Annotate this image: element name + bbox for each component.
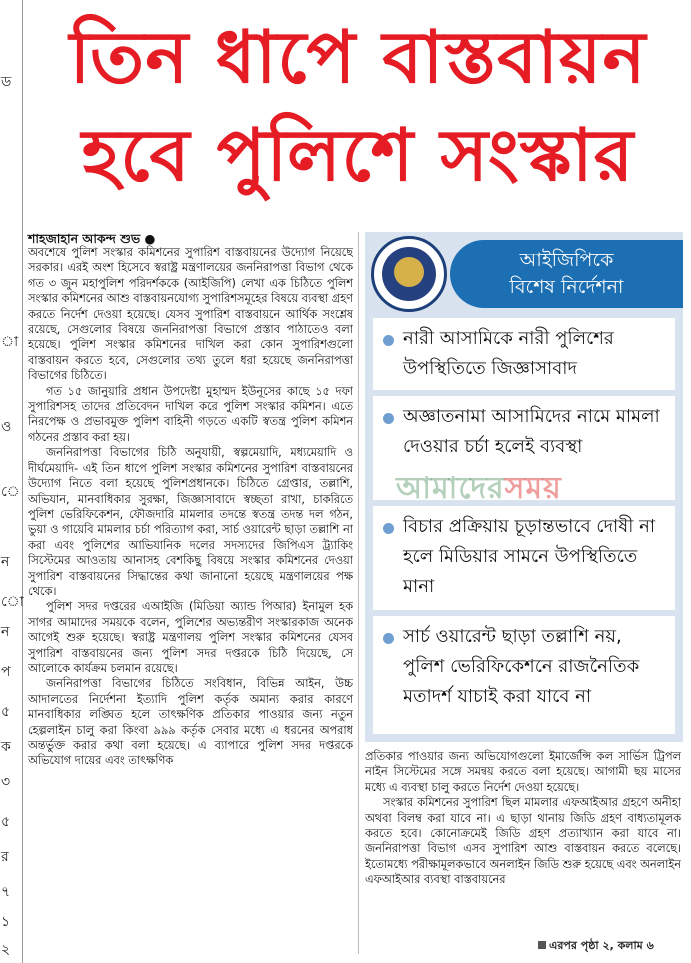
directive-text: নারী আসামিকে নারী পুলিশের উপস্থিতিতে জিজ্ঞাসাবাদ: [403, 328, 614, 379]
strip-fragment: ১: [1, 914, 11, 930]
headline-line-1: তিন ধাপে বাস্তবায়ন: [69, 15, 647, 99]
strip-fragment: ২: [1, 942, 11, 958]
paragraph: জননিরাপত্তা বিভাগের চিঠিতে সংবিধান, বিভিন্ন আইন, উচ্চ আদালতের নির্দেশনা ইত্যাদি পুলিশ কর্তৃক অমান্য করার কারণে মানবাধিকার লঙ্ঘিত হলে তাৎক্ষণিক প্রতিকার পাওয়ার জন্য নতুন হেল্পলাইন চালু করা কিংবা ৯৯৯ কর্তৃক সেবার মধ্যে এ ধরনের অপরাধ অন্তর্ভুক্ত করার কথা বলা হয়েছে। এ ব্যাপারে পুলিশ সদর দপ্তরকে অভিযোগ দায়ের এবং তাৎক্ষণিক: [28, 677, 353, 768]
strip-fragment: ৫: [1, 704, 11, 720]
strip-fragment: র: [1, 849, 9, 865]
strip-fragment: ন: [1, 554, 10, 570]
strip-fragment: ও: [1, 419, 12, 435]
continued-note: [538, 937, 654, 956]
square-icon: [538, 941, 546, 949]
strip-fragment: প: [1, 664, 11, 680]
box-header-line-1: আইজিপিকে: [519, 249, 614, 271]
strip-fragment: ো: [1, 594, 24, 610]
strip-fragment: ক: [1, 739, 11, 755]
watermark: [396, 464, 562, 515]
headline-line-2: হবে পুলিশে সংস্কার: [81, 113, 635, 197]
paragraph: সংস্কার কমিশনের সুপারিশ ছিল মামলার এফআইআর গ্রহণে অনীহা অথবা বিলম্ব করা যাবে না। এ ছাড়া থানায় জিডি গ্রহণ বাধ্যতামূলক করতে হবে। কোনোক্রমেই জিডি গ্রহণ প্রত্যাখ্যান করা যাবে না। জননিরাপত্তা বিভাগ এসব সুপারিশ আশু বাস্তবায়ন করতে বলেছে। ইতোমধ্যে পরীক্ষামূলকভাবে অনলাইন জিডি শুরু হয়েছে এবং অনলাইন এফআইআর ব্যবস্থা বাস্তবায়নের: [365, 796, 681, 887]
strip-fragment: ৭: [1, 884, 11, 900]
paragraph: পুলিশ সদর দপ্তরের এআইজি (মিডিয়া অ্যান্ড পিআর) ইনামুল হক সাগর আমাদের সময়কে বলেন, পুলিশের অভ্যন্তরীণ সংস্কারকাজ অনেক আগেই শুরু হয়েছে। স্বরাষ্ট্র মন্ত্রণালয় পুলিশ সংস্কার কমিশনের যেসব সুপারিশ বাস্তবায়নের জন্য পুলিশ সদর দপ্তরকে চিঠি দিয়েছে, সে আলোকে কার্যক্রম চলমান রয়েছে।: [28, 600, 353, 675]
strip-fragment: ড: [1, 74, 12, 90]
watermark-part-2: সময়: [504, 471, 562, 506]
adjacent-column-strip: [0, 0, 23, 963]
box-header: [450, 240, 683, 308]
article-column-right: [365, 749, 681, 939]
directive-text: সার্চ ওয়ারেন্ট ছাড়া তল্লাশি নয়, পুলিশ ভেরিফিকেশনে রাজনৈতিক মতাদর্শ যাচাই করা যাবে না: [403, 626, 640, 707]
paragraph: অবশেষে পুলিশ সংস্কার কমিশনের সুপারিশ বাস্তবায়নের উদ্যোগ নিয়েছে সরকার। এরই অংশ হিসেবে স্বরাষ্ট্র মন্ত্রণালয়ের জননিরাপত্তা বিভাগ থেকে গত ৩ জুন মহাপুলিশ পরিদর্শককে (আইজিপি) লেখা এক চিঠিতে পুলিশ সংস্কার কমিশনের আশু বাস্তবায়নযোগ্য সুপারিশসমূহের বিষয়ে ব্যবস্থা গ্রহণ করতে নির্দেশ দেওয়া হয়েছে। যেসব সুপারিশ বাস্তবায়নে আর্থিক সংশ্লেষ রয়েছে, সেগুলোর বিষয়ে জননিরাপত্তা বিভাগে প্রস্তাব পাঠাতেও বলা হয়েছে। পুলিশ সংস্কার কমিশনের দাখিল করা কোন সুপারিশগুলো বাস্তবায়ন করতে হবে, সেগুলোর তথ্য তুলে ধরা হয়েছে জননিরাপত্তা বিভাগের চিঠিতে।: [28, 246, 353, 383]
police-emblem-icon: [371, 236, 447, 312]
paragraph: প্রতিকার পাওয়ার জন্য অভিযোগগুলো ইমার্জেন্সি কল সার্ভিস ট্রিপল নাইন সিস্টেমের সঙ্গে সমন্বয় করতে বলা হয়েছে। আগামী ছয় মাসের মধ্যে এ ব্যবস্থা চালু করতে নির্দেশ দেওয়া হয়েছে।: [365, 750, 681, 794]
bullet-icon: [383, 335, 394, 346]
column-divider: [358, 232, 359, 954]
bullet-icon: [383, 413, 394, 424]
bullet-icon: [383, 633, 394, 644]
emblem-core: [394, 257, 424, 287]
directive-text: অজ্ঞাতনামা আসামিদের নামে মামলা দেওয়ার চর্চা হলেই ব্যবস্থা: [403, 406, 660, 457]
directive-item: [373, 506, 675, 610]
continued-text: এরপর পৃষ্ঠা ২, কলাম ৬: [549, 939, 654, 952]
strip-fragment: া: [1, 334, 19, 350]
strip-fragment: ৫: [1, 814, 11, 830]
strip-fragment: ে: [1, 484, 20, 500]
directive-item: [373, 616, 675, 734]
headline: [28, 8, 688, 204]
box-header-line-2: বিশেষ নির্দেশনা: [509, 276, 624, 298]
bullet-icon: [383, 523, 394, 534]
watermark-part-1: আমাদের: [396, 471, 505, 506]
article-column-left: [28, 245, 353, 953]
strip-fragment: ৩: [1, 774, 11, 790]
paragraph: গত ১৫ জানুয়ারি প্রধান উপদেষ্টা মুহাম্মদ ইউনূসের কাছে ১৫ দফা সুপারিশসহ তাদের প্রতিবেদন দাখিল করে পুলিশ সংস্কার কমিশন। এতে নিরপেক্ষ ও প্রভাবমুক্ত পুলিশ বাহিনী গড়তে একটি স্বতন্ত্র পুলিশ কমিশন গঠনের প্রস্তাব করা হয়।: [28, 384, 353, 444]
strip-fragment: ন: [1, 624, 10, 640]
byline: শাহজাহান আকন্দ শুভ ●: [28, 231, 156, 246]
directive-item: [373, 318, 675, 390]
directive-text: বিচার প্রক্রিয়ায় চূড়ান্তভাবে দোষী না হলে মিডিয়ার সামনে উপস্থিতিতে মানা: [403, 516, 656, 597]
paragraph: জননিরাপত্তা বিভাগের চিঠি অনুযায়ী, স্বল্পমেয়াদি, মধ্যমেয়াদি ও দীর্ঘমেয়াদি- এই তিন ধাপে পুলিশ সংস্কার কমিশনের সুপারিশ বাস্তবায়নের উদ্যোগ নিতে বলা হয়েছে পুলিশপ্রধানকে। চিঠিতে গ্রেপ্তার, তল্লাশি, অভিযান, মানবাধিকার সুরক্ষা, জিজ্ঞাসাবাদে স্বচ্ছতা রাখা, চাকরিতে পুলিশ ভেরিফিকেশন, ফৌজদারি মামলার তদন্তে স্বতন্ত্র তদন্ত দল গঠন, ভুয়া ও গায়েবি মামলার চর্চা পরিত্যাগ করা, সার্চ ওয়ারেন্ট ছাড়া তল্লাশি না করা এবং পুলিশের আভিযানিক দলের সদস্যদের জিপিএস ট্র্যাকিং সিস্টেমের আওতায় আনাসহ বেশকিছু বিষয়ে সংস্কার কমিশনের দেওয়া সুপারিশ বাস্তবায়নের সিদ্ধান্তের কথা জানানো হয়েছে মন্ত্রণালয়ের পক্ষ থেকে।: [28, 446, 353, 598]
